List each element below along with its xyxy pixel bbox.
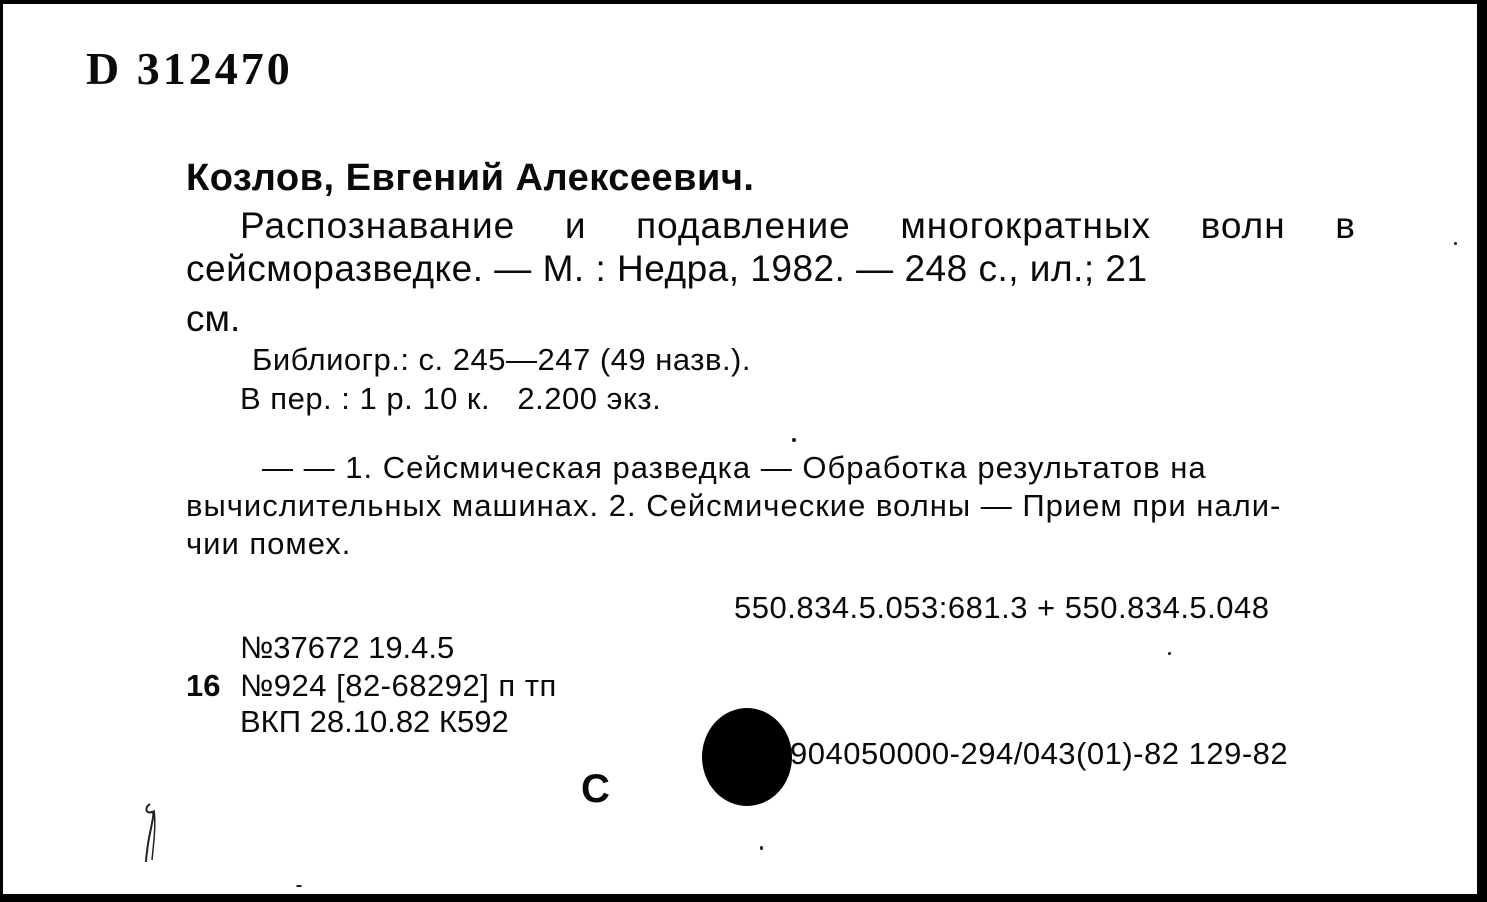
pencil-mark-icon (136, 800, 166, 866)
call-number: D 312470 (86, 43, 293, 94)
copyright-mark: С (581, 767, 610, 811)
title-word: в (1335, 205, 1356, 246)
card-border-bottom (0, 894, 1487, 902)
punch-hole (702, 708, 792, 806)
title-word: волн (1200, 205, 1286, 246)
title-line-3: см. (186, 298, 241, 339)
speck (296, 885, 302, 887)
record-line-3: ВКП 28.10.82 К592 (240, 704, 509, 739)
subject-line-2: вычислительных машинах. 2. Сейсмические волны — Прием при нали- (186, 488, 1282, 523)
bibliography-note: Библиогр.: с. 245—247 (49 назв.). (252, 342, 751, 377)
title-word: многократных (900, 205, 1152, 246)
card-border-top (0, 0, 1487, 4)
title-word: Распознавание (240, 205, 516, 246)
card-border-left (0, 0, 3, 902)
speck (760, 846, 763, 850)
speck (1454, 242, 1457, 245)
title-word: и (564, 205, 587, 246)
speck (1168, 652, 1171, 655)
speck (792, 438, 796, 442)
record-line-2-number: 16 (186, 668, 221, 703)
subject-line-1: — — 1. Сейсмическая разведка — Обработка результатов на (262, 450, 1207, 485)
udc-classification: 550.834.5.053:681.3 + 550.834.5.048 (734, 590, 1270, 625)
record-line-1: №37672 19.4.5 (240, 630, 455, 665)
price-and-print-run: В пер. : 1 р. 10 к. 2.200 экз. (240, 381, 662, 416)
title-line-2: сейсморазведке. — М. : Недра, 1982. — 248 с., ил.; 21 (186, 248, 1148, 289)
card-border-right (1477, 0, 1487, 902)
author-heading: Козлов, Евгений Алексеевич. (186, 157, 755, 199)
publisher-code: 904050000-294/043(01)-82 129-82 (790, 736, 1289, 771)
title-word: подавление (636, 205, 851, 246)
title-line-1 (240, 205, 1356, 247)
record-line-2: №924 [82-68292] п тп (240, 668, 557, 703)
subject-line-3: чии помех. (186, 526, 352, 561)
